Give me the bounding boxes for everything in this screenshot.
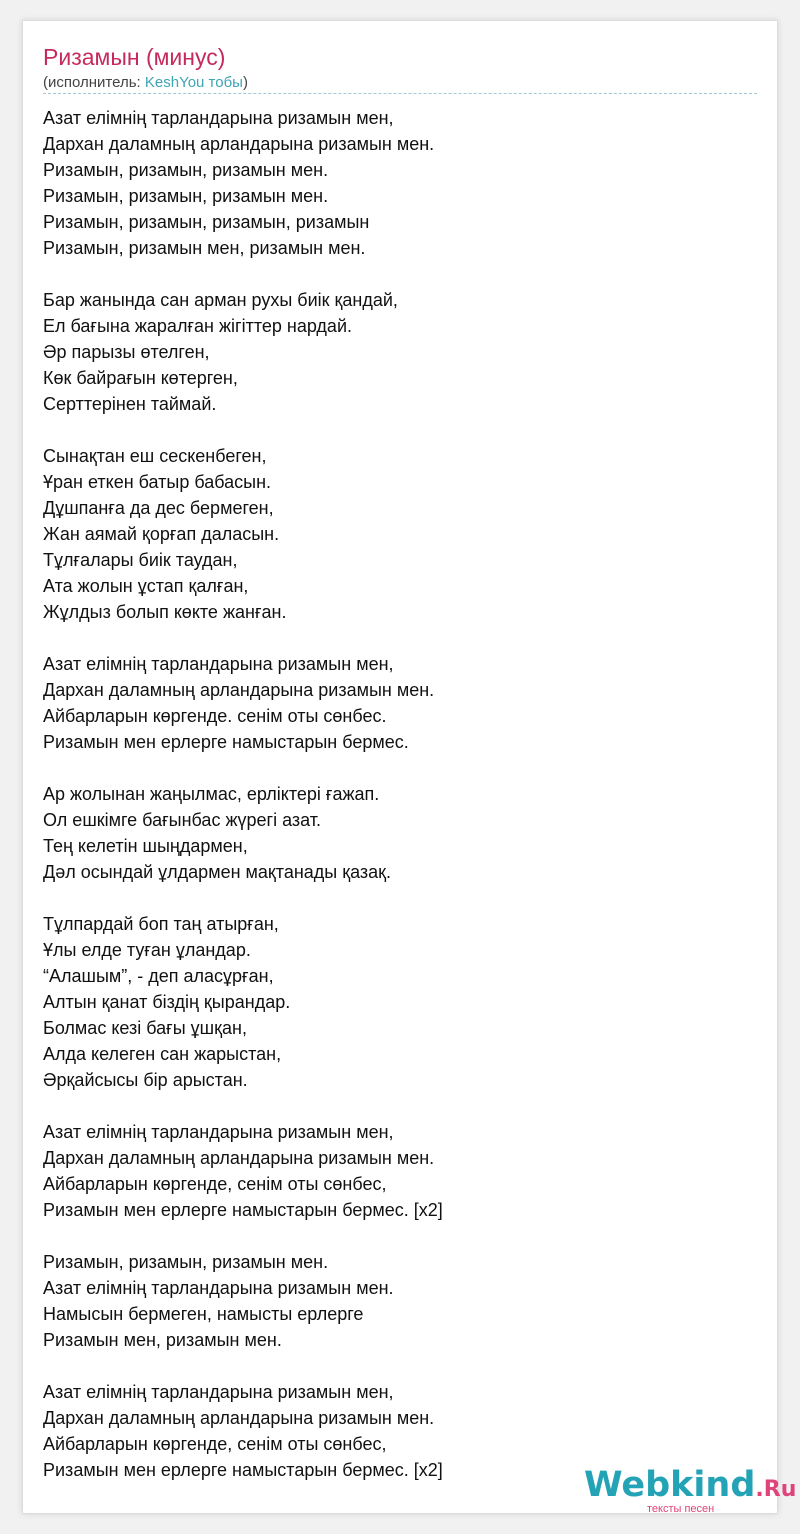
title-divider xyxy=(43,93,757,94)
lyric-line: Көк байрағын көтерген, xyxy=(43,368,238,388)
lyrics-text xyxy=(43,105,443,1483)
stanza-gap xyxy=(43,1353,443,1379)
stanza-gap xyxy=(43,885,443,911)
performer-line xyxy=(43,73,248,93)
lyric-line: Тұлпардай боп таң атырған, xyxy=(43,914,279,934)
lyric-line: Ризамын мен ерлерге намыстарын бермес. [x2] xyxy=(43,1200,443,1220)
performer-link[interactable]: KeshYou тобы xyxy=(144,74,243,91)
lyric-line: Бар жанында сан арман рухы биік қандай, xyxy=(43,290,398,310)
lyric-line: Ризамын мен ерлерге намыстарын бермес. [x2] xyxy=(43,1460,443,1480)
lyric-line: Ұлы елде туған ұландар. xyxy=(43,940,251,960)
lyric-line: Дархан даламның арландарына ризамын мен. xyxy=(43,134,435,154)
lyric-line: Дәл осындай ұлдармен мақтанады қазақ. xyxy=(43,862,392,882)
lyric-line: Алтын қанат біздің қырандар. xyxy=(43,992,291,1012)
logo-tagline: тексты песен xyxy=(647,1503,715,1515)
performer-prefix: (исполнитель: xyxy=(43,74,145,91)
stanza-gap xyxy=(43,1093,443,1119)
lyric-line: Ризамын, ризамын, ризамын мен. xyxy=(43,160,329,180)
lyric-line: Айбарларын көргенде, сенім оты сөнбес, xyxy=(43,1174,387,1194)
lyric-line: Әрқайсысы бір арыстан. xyxy=(43,1070,248,1090)
lyric-line: Айбарларын көргенде, сенім оты сөнбес, xyxy=(43,1434,387,1454)
lyric-line: Ол ешкімге бағынбас жүрегі азат. xyxy=(43,810,321,830)
lyric-line: Ұран еткен батыр бабасын. xyxy=(43,472,272,492)
logo-suffix: .Ru xyxy=(755,1477,797,1502)
lyric-line: Дархан даламның арландарына ризамын мен. xyxy=(43,1408,435,1428)
lyric-line: Ар жолынан жаңылмас, ерліктері ғажап. xyxy=(43,784,380,804)
lyrics-card xyxy=(22,20,797,1515)
lyric-line: Дархан даламның арландарына ризамын мен. xyxy=(43,1148,435,1168)
lyric-line: Намысын бермеген, намысты ерлерге xyxy=(43,1304,364,1324)
song-title: Ризамын (минус) xyxy=(43,44,226,70)
lyric-line: Дархан даламның арландарына ризамын мен. xyxy=(43,680,435,700)
lyric-line: Жұлдыз болып көкте жанған. xyxy=(43,602,287,622)
lyric-line: Азат елімнің тарландарына ризамын мен, xyxy=(43,1382,394,1402)
lyric-line: Ел бағына жаралған жігіттер нардай. xyxy=(43,316,352,336)
lyric-line: Азат елімнің тарландарына ризамын мен, xyxy=(43,1122,394,1142)
performer-suffix: ) xyxy=(242,74,248,91)
lyric-line: Тұлғалары биік таудан, xyxy=(43,550,238,570)
lyric-line: Серттерінен таймай. xyxy=(43,394,217,414)
lyric-line: Азат елімнің тарландарына ризамын мен. xyxy=(43,1278,394,1298)
lyric-line: Ризамын, ризамын, ризамын, ризамын xyxy=(43,212,370,232)
stanza-gap xyxy=(43,1223,443,1249)
lyric-line: Тең келетін шыңдармен, xyxy=(43,836,248,856)
lyric-line: Ризамын мен, ризамын мен. xyxy=(43,1330,282,1350)
lyric-line: Ризамын, ризамын, ризамын мен. xyxy=(43,186,329,206)
stanza-gap xyxy=(43,625,443,651)
lyric-line: Азат елімнің тарландарына ризамын мен, xyxy=(43,108,394,128)
lyric-line: Ата жолын ұстап қалған, xyxy=(43,576,249,596)
lyric-line: Айбарларын көргенде. сенім оты сөнбес. xyxy=(43,706,387,726)
lyric-line: Әр парызы өтелген, xyxy=(43,342,210,362)
stanza-gap xyxy=(43,417,443,443)
logo-text: Webkind xyxy=(584,1465,756,1505)
lyric-line: Азат елімнің тарландарына ризамын мен, xyxy=(43,654,394,674)
lyric-line: Болмас кезі бағы ұшқан, xyxy=(43,1018,247,1038)
lyric-line: Ризамын, ризамын мен, ризамын мен. xyxy=(43,238,366,258)
lyric-line: Дұшпанға да дес бермеген, xyxy=(43,498,274,518)
lyric-line: Ризамын, ризамын, ризамын мен. xyxy=(43,1252,329,1272)
lyric-line: Сынақтан еш сескенбеген, xyxy=(43,446,267,466)
stanza-gap xyxy=(43,261,443,287)
lyric-line: Ризамын мен ерлерге намыстарын бермес. xyxy=(43,732,409,752)
lyric-line: “Алашым”, - деп аласұрған, xyxy=(43,966,274,986)
lyric-line: Жан аямай қорғап даласын. xyxy=(43,524,280,544)
stanza-gap xyxy=(43,755,443,781)
lyric-line: Алда келеген сан жарыстан, xyxy=(43,1044,282,1064)
